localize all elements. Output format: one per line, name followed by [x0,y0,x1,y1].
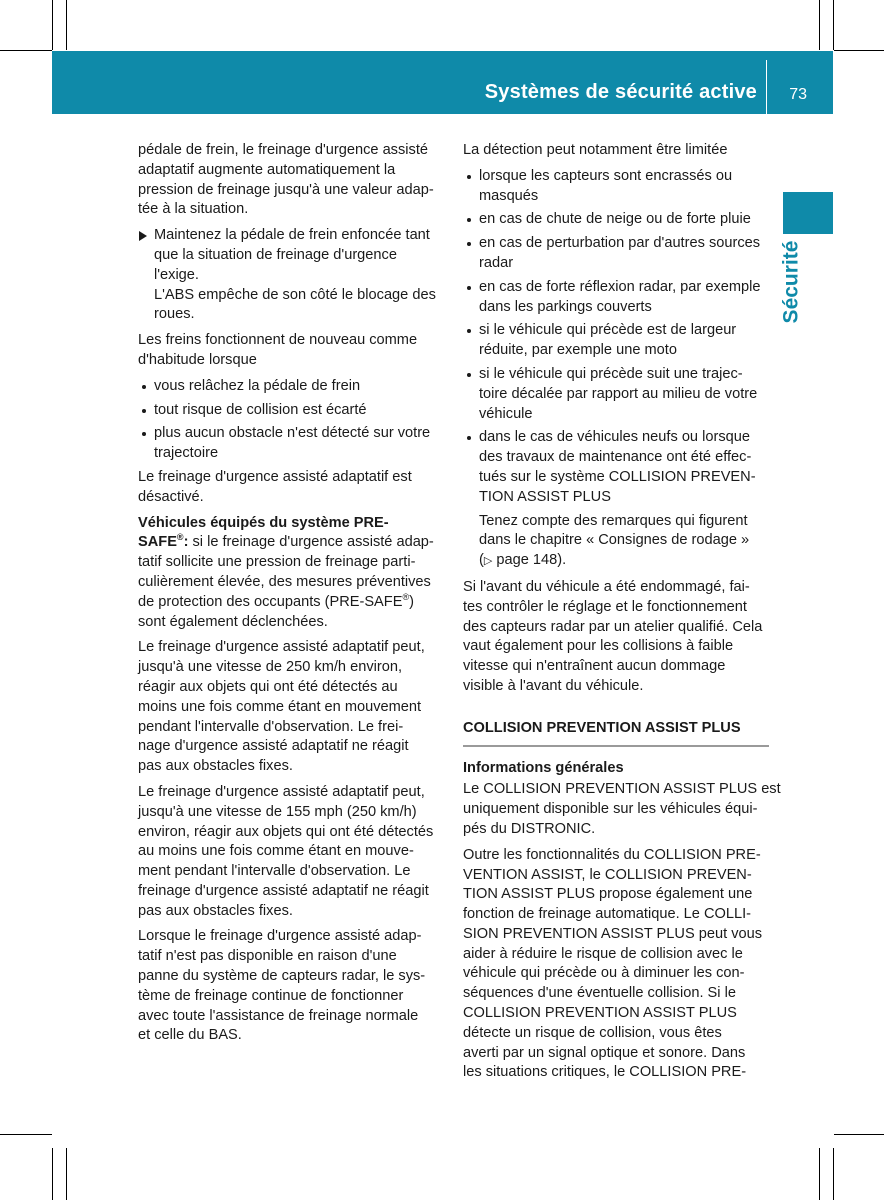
list-item [463,365,769,424]
header-divider [766,60,767,114]
text-line: d'habitude lorsque [138,351,257,368]
text-line: si le véhicule qui précède suit une trajec- [479,365,743,382]
crop-mark [52,1148,53,1200]
text-span: si le freinage d'urgence assisté adap- [188,534,434,551]
paragraph [138,783,444,922]
text-line: tée à la situation. [138,201,249,218]
text-line: nage d'urgence assisté adaptatif ne réagit [138,738,409,755]
list-item [463,167,769,207]
text-line: toire décalée par rapport au milieu de votre [479,385,758,402]
paragraph [138,468,444,508]
text-line: en cas de chute de neige ou de forte pluie [479,211,751,228]
text-line: en cas de perturbation par d'autres sources [479,235,761,252]
bold-text: : [183,534,189,551]
text-line: tatif n'est pas disponible en raison d'une [138,948,397,965]
text-line: les situations critiques, le COLLISION PRE- [463,1064,747,1081]
text-line: des travaux de maintenance ont été effec- [479,449,752,466]
text-line: averti par un signal optique et sonore. Dans [463,1044,746,1061]
text-line: l'exige. [154,266,199,283]
text-line: SION PREVENTION ASSIST PLUS peut vous [463,925,763,942]
list-item [138,424,444,464]
crop-mark [0,1134,52,1135]
page-reference-icon: ▷ [483,555,493,568]
text-line: freinage d'urgence assisté adaptatif ne réagit [138,882,429,899]
text-line: au moins une fois comme étant en mouve- [138,843,414,860]
crop-mark [66,1148,67,1200]
text-line: tème de freinage continue de fonctionner [138,987,404,1004]
text-line: dans le chapitre « Consignes de rodage » [479,532,750,549]
text-line: fonction de freinage automatique. Le COLLI- [463,906,752,923]
text-line: Si l'avant du véhicule a été endommagé, fai- [463,578,750,595]
note-block [463,512,769,572]
text-line: Le COLLISION PREVENTION ASSIST PLUS est [463,781,781,798]
text-line: pédale de frein, le freinage d'urgence assisté [138,142,428,158]
text-line: culièrement élevée, des mesures préventives [138,573,431,590]
text-line: La détection peut notamment être limitée [463,142,728,158]
text-line: adaptatif augmente automatiquement la [138,161,396,178]
paragraph [138,141,444,220]
registered-mark: ® [176,532,184,543]
crop-mark [819,0,820,50]
left-column [138,141,444,1052]
text-line: aider à réduire le risque de collision avec le [463,945,743,962]
text-line: jusqu'à une vitesse de 155 mph (250 km/h) [138,803,417,820]
list-item [138,377,444,397]
text-line: Outre les fonctionnalités du COLLISION PRE- [463,846,761,863]
text-line: si le véhicule qui précède est de largeur [479,322,737,339]
section-heading: COLLISION PREVENTION ASSIST PLUS [463,719,769,747]
page-reference-link[interactable] [479,551,769,572]
text-line: dans le cas de véhicules neufs ou lorsque [479,429,750,446]
text-line: réduite, par exemple une moto [479,342,677,359]
page-header-bar [52,51,833,114]
text-line: VENTION ASSIST, le COLLISION PREVEN- [463,866,752,883]
text-span: ( [479,552,484,569]
text-line: en cas de forte réflexion radar, par exemple [479,278,761,295]
text-line: radar [479,254,514,271]
text-line: vitesse qui n'entraînent aucun dommage [463,658,726,675]
page-number: 73 [789,86,807,103]
text-line: des capteurs radar par un atelier qualifié. Cela [463,618,763,635]
text-line: plus aucun obstacle n'est détecté sur votre [154,425,431,442]
bold-text: SAFE [138,534,177,551]
text-line: jusqu'à une vitesse de 250 km/h environ, [138,659,403,676]
text-line: tout risque de collision est écarté [154,401,367,418]
text-line: véhicule qui précède ou à diminuer les con- [463,965,745,982]
sub-heading: Informations générales [463,759,624,776]
text-line: dans les parkings couverts [479,298,652,315]
crop-mark [0,50,52,51]
text-line: TION ASSIST PLUS propose également une [463,886,753,903]
text-span: page 148). [492,552,567,569]
text-span: de protection des occupants (PRE-SAFE [138,593,403,610]
paragraph [463,780,781,839]
text-line [138,533,444,553]
text-line: Lorsque le freinage d'urgence assisté adap- [138,928,422,945]
text-line: ment pendant l'intervalle d'observation. Le [138,863,411,880]
registered-mark: ® [402,591,410,602]
text-line: vous relâchez la pédale de frein [154,377,361,394]
text-line: Tenez compte des remarques qui figurent [479,512,748,529]
text-line: Les freins fonctionnent de nouveau comme [138,332,418,349]
page-title: Systèmes de sécurité active [484,81,757,103]
crop-mark [834,50,884,51]
text-line: panne du système de capteurs radar, le sys- [138,968,426,985]
paragraph [138,927,444,1046]
bold-heading: Véhicules équipés du système PRE- [138,514,389,531]
crop-mark [66,0,67,50]
text-line: détecte un risque de collision, vous êtes [463,1024,722,1041]
text-span: ) [409,593,414,610]
text-line: COLLISION PREVENTION ASSIST PLUS [463,1005,737,1022]
text-line: uniquement disponible sur les véhicules équi- [463,801,758,818]
text-line: pas aux obstacles fixes. [138,758,293,775]
text-line: désactivé. [138,488,204,505]
instruction-step [138,226,444,325]
text-line: visible à l'avant du véhicule. [463,677,644,694]
text-line: avec toute l'assistance de freinage normale [138,1007,419,1024]
text-line: Maintenez la pédale de frein enfoncée tant [154,227,430,244]
text-line: lorsque les capteurs sont encrassés ou [479,167,733,184]
text-line: tués sur le système COLLISION PREVEN- [479,468,756,485]
paragraph [463,578,769,697]
list-item [463,234,769,274]
text-line: Le freinage d'urgence assisté adaptatif est [138,468,412,485]
text-line: roues. [154,306,195,323]
right-column [463,141,781,1089]
crop-mark [52,0,53,50]
text-line: tatif sollicite une pression de freinage parti- [138,554,416,571]
crop-mark [833,1148,834,1200]
text-line: et celle du BAS. [138,1027,242,1044]
text-line: pendant l'intervalle d'observation. Le frei- [138,718,404,735]
list-item [463,428,769,507]
text-line: que la situation de freinage d'urgence [154,246,397,263]
text-line: environ, réagir aux objets qui ont été détectés [138,823,434,840]
text-line: séquences d'une éventuelle collision. Si le [463,985,736,1002]
list-item [138,401,444,421]
text-line: véhicule [479,405,533,422]
list-item [463,210,769,230]
text-line [138,593,444,613]
list-item [463,278,769,318]
paragraph [138,638,444,777]
side-tab-label: Sécurité [779,240,802,324]
presafe-paragraph [138,514,444,633]
text-line: trajectoire [154,445,219,462]
text-line: pés du DISTRONIC. [463,820,596,837]
paragraph [463,846,769,1084]
text-line: TION ASSIST PLUS [479,488,611,505]
paragraph [463,141,769,161]
text-line: Le freinage d'urgence assisté adaptatif peut, [138,783,425,800]
text-line: Le freinage d'urgence assisté adaptatif peut, [138,639,425,656]
text-line: réagir aux objets qui ont été détectés au [138,678,398,695]
text-line: masqués [479,187,539,204]
text-line: sont également déclenchées. [138,613,328,630]
text-line: moins une fois comme étant en mouvement [138,698,422,715]
text-line: pas aux obstacles fixes. [138,902,293,919]
text-line: vaut également pour les collisions à faible [463,638,734,655]
text-line: pression de freinage jusqu'à une valeur adap- [138,181,434,198]
crop-mark [819,1148,820,1200]
crop-mark [833,0,834,50]
text-line: L'ABS empêche de son côté le blocage des [154,286,436,303]
instruction-arrow-icon [139,231,147,241]
list-item [463,321,769,361]
paragraph [138,331,444,371]
text-line: tes contrôler le réglage et le fonctionnement [463,598,747,615]
side-tab-block [783,192,833,234]
side-tab [774,232,808,332]
crop-mark [834,1134,884,1135]
